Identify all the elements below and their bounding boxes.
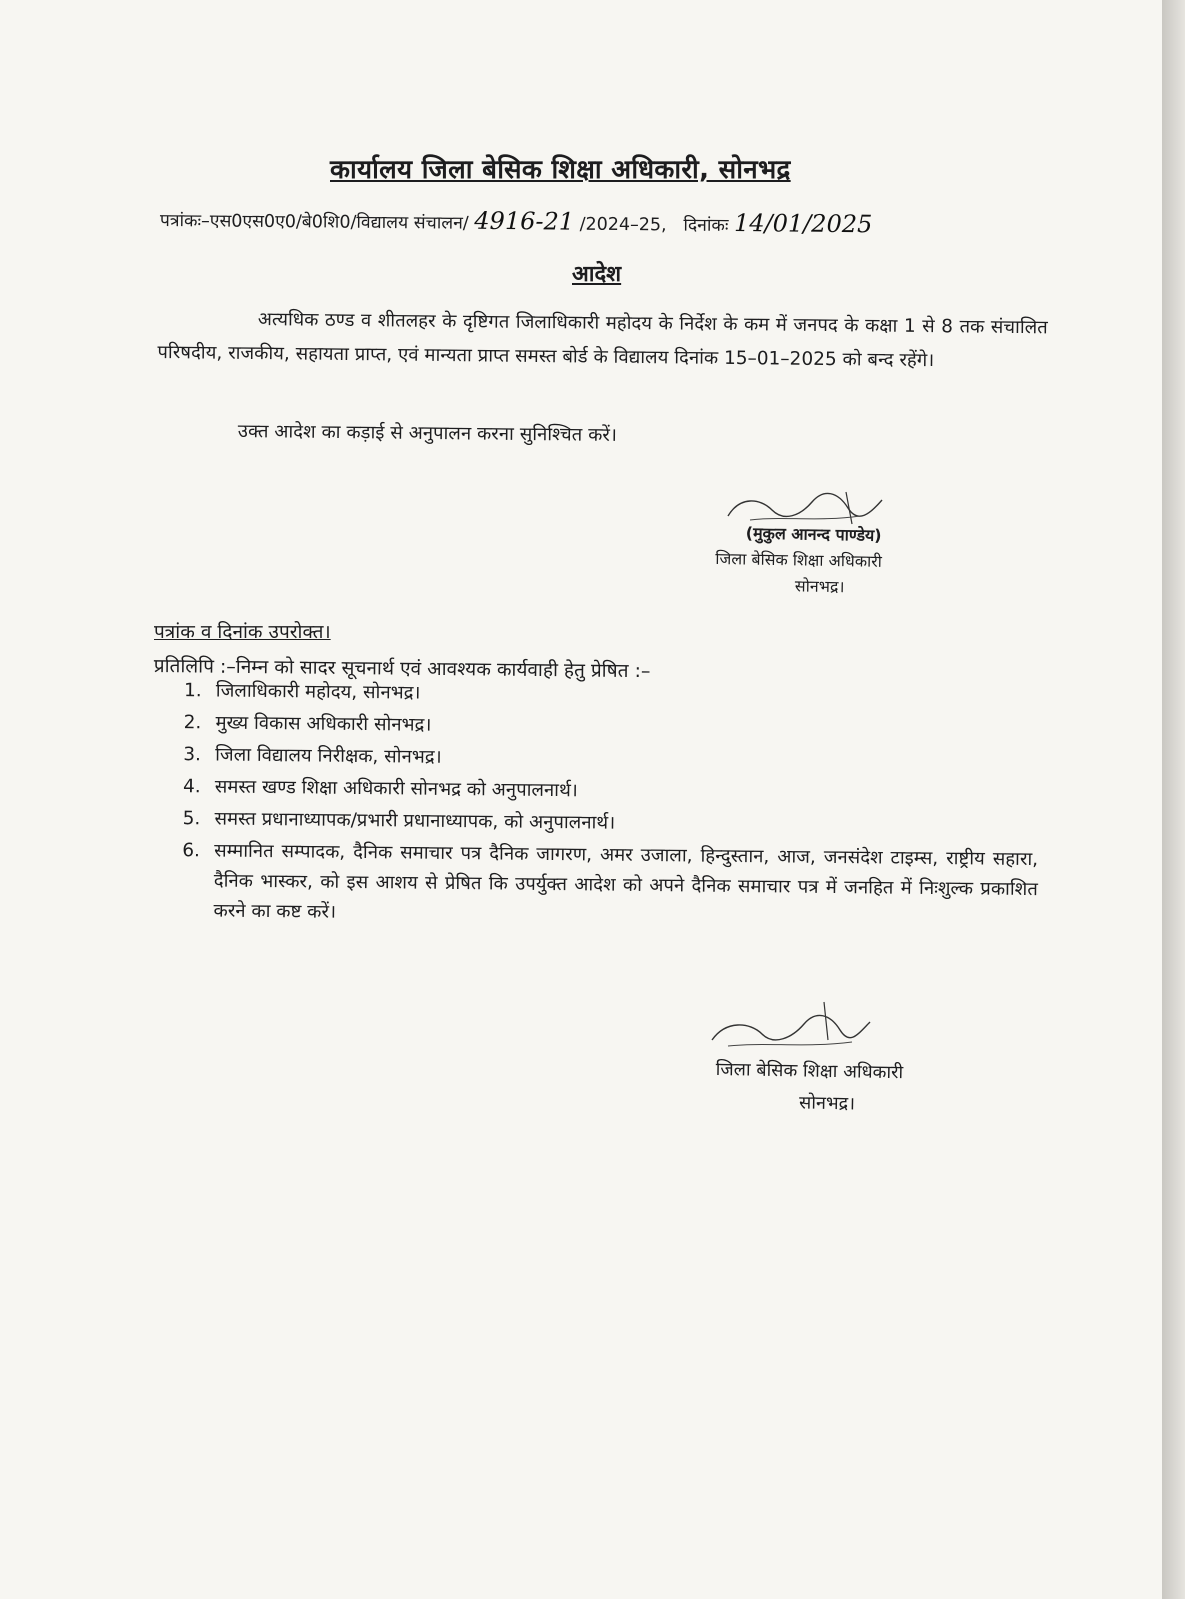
reference-date-line: पत्रांक व दिनांक उपरोक्त। xyxy=(154,621,331,643)
reference-prefix: पत्रांकः–एस0एस0ए0/बे0शि0/विद्यालय संचालन/ xyxy=(159,211,469,234)
officer-designation-2: जिला बेसिक शिक्षा अधिकारी xyxy=(715,1058,904,1084)
list-number: 4. xyxy=(182,776,201,798)
handwritten-date: 14/01/2025 xyxy=(733,209,873,239)
handwritten-reference-number: 4916-21 xyxy=(474,206,575,236)
list-text: समस्त खण्ड शिक्षा अधिकारी सोनभद्र को अनुपालनार्थ। xyxy=(214,776,578,802)
signature-block-2 xyxy=(715,1054,904,1121)
copy-intro: प्रतिलिपि :–निम्न को सादर सूचनार्थ एवं आवश्यक कार्यवाही हेतु प्रेषित :– xyxy=(153,654,651,683)
list-text: जिला विद्यालय निरीक्षक, सोनभद्र। xyxy=(215,744,442,768)
officer-location-2: सोनभद्र। xyxy=(798,1092,856,1115)
signature-block-1 xyxy=(715,520,883,601)
list-number: 5. xyxy=(182,808,201,830)
copy-list xyxy=(167,676,1040,937)
order-title: आदेश xyxy=(572,262,622,287)
list-number: 6. xyxy=(182,840,201,862)
list-text: सम्मानित सम्पादक, दैनिक समाचार पत्र दैनिक जागरण, अमर उजाला, हिन्दुस्तान, आज, जनसंदेश टाइम्स, राष्ट्रीय सहारा, दैनिक भास्कर, को इस आशय से प्रेषित कि उपर्युक्त आदेश को अपने दैनिक समाचार पत्र में जनहित में निःशुल्क प्रकाशित करने का कष्ट करें। xyxy=(213,840,1039,923)
list-text: समस्त प्रधानाध्यापक/प्रभारी प्रधानाध्यापक, को अनुपालनार्थ। xyxy=(214,808,616,834)
reference-session: /2024–25, xyxy=(579,214,667,236)
list-number: 2. xyxy=(183,712,202,734)
page-edge xyxy=(1162,0,1185,1599)
officer-name: (मुकुल आनन्द पाण्डेय) xyxy=(745,523,882,545)
order-body-text: अत्यधिक ठण्ड व शीतलहर के दृष्टिगत जिलाधिकारी महोदय के निर्देश के कम में जनपद के कक्षा 1 से 8 तक संचालित परिषदीय, राजकीय, सहायता प्राप्त, एवं मान्यता प्राप्त समस्त बोर्ड के विद्यालय दिनांक 15–01–2025 को बन्द रहेंगे। xyxy=(157,309,1048,372)
date-label: दिनांकः xyxy=(683,215,729,236)
office-title: कार्यालय जिला बेसिक शिक्षा अधिकारी, सोनभद्र xyxy=(330,155,791,185)
reference-line xyxy=(160,204,873,238)
officer-location: सोनभद्र। xyxy=(794,576,845,597)
list-item xyxy=(167,836,1038,935)
list-number: 1. xyxy=(183,680,202,702)
compliance-line: उक्त आदेश का कड़ाई से अनुपालन करना सुनिश्चित करें। xyxy=(237,420,618,446)
signature-scribble-2 xyxy=(706,1000,876,1056)
list-text: जिलाधिकारी महोदय, सोनभद्र। xyxy=(215,680,421,704)
officer-designation: जिला बेसिक शिक्षा अधिकारी xyxy=(715,548,883,571)
list-number: 3. xyxy=(183,744,202,766)
list-text: मुख्य विकास अधिकारी सोनभद्र। xyxy=(215,712,432,736)
order-body-paragraph xyxy=(157,302,1048,379)
